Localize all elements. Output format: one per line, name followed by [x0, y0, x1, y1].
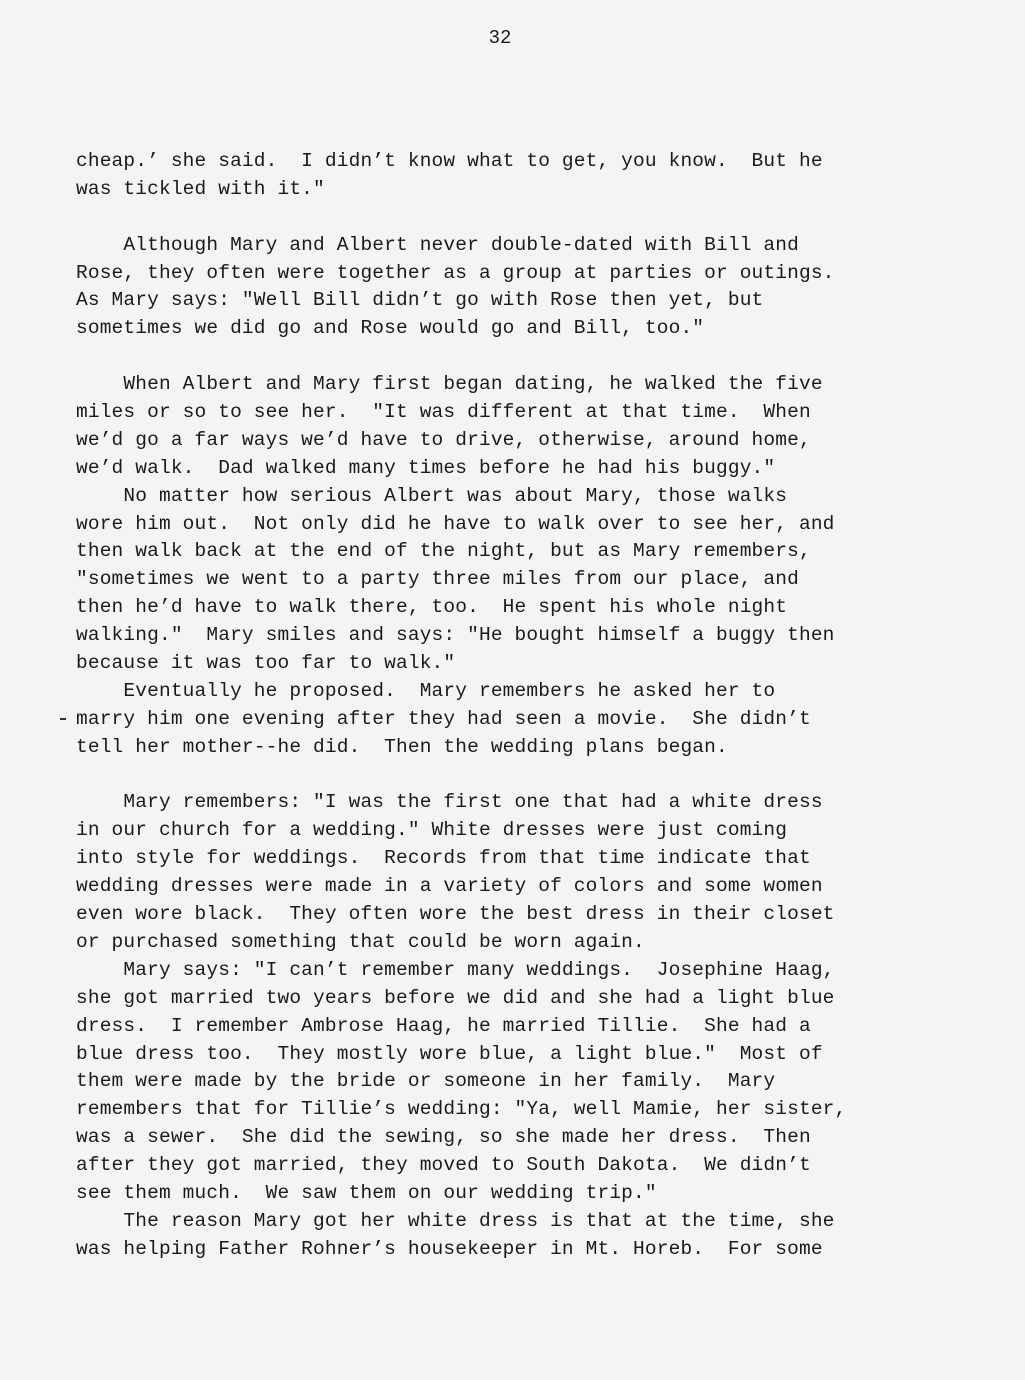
text-line: or purchased something that could be worn again.: [76, 930, 645, 953]
text-line: was helping Father Rohner’s housekeeper in Mt. Horeb. For some: [76, 1237, 823, 1260]
text-line: wedding dresses were made in a variety of colors and some women: [76, 875, 823, 898]
paragraph: [76, 148, 976, 204]
text-line: Mary says: "I can’t remember many weddings. Josephine Haag,: [76, 958, 835, 981]
text-line: "sometimes we went to a party three miles from our place, and: [76, 568, 799, 591]
body-text: [76, 148, 976, 1264]
paragraph: [76, 1208, 976, 1264]
paragraph: [76, 483, 976, 678]
text-line: was tickled with it.": [76, 177, 325, 200]
margin-mark: [60, 718, 66, 720]
text-line: Eventually he proposed. Mary remembers he asked her to: [76, 679, 776, 702]
text-line: marry him one evening after they had seen a movie. She didn’t: [76, 707, 811, 730]
paragraph: [76, 232, 976, 344]
paragraph: [76, 957, 976, 1208]
page-number: 32: [488, 27, 512, 49]
text-line: When Albert and Mary first began dating, he walked the five: [76, 373, 823, 396]
paragraph: [76, 789, 976, 956]
paragraph: [76, 371, 976, 483]
text-line: cheap.’ she said. I didn’t know what to get, you know. But he: [76, 150, 823, 172]
text-line: because it was too far to walk.": [76, 652, 456, 675]
text-line: The reason Mary got her white dress is that at the time, she: [76, 1209, 835, 1232]
text-line: Mary remembers: "I was the first one that had a white dress: [76, 791, 823, 814]
text-line: remembers that for Tillie’s wedding: "Ya, well Mamie, her sister,: [76, 1098, 847, 1121]
text-line: then walk back at the end of the night, but as Mary remembers,: [76, 540, 811, 563]
text-line: tell her mother--he did. Then the wedding plans began.: [76, 735, 728, 758]
text-line: walking." Mary smiles and says: "He bought himself a buggy then: [76, 624, 835, 647]
text-line: see them much. We saw them on our wedding trip.": [76, 1181, 657, 1204]
paragraph: [76, 678, 976, 762]
text-line: we’d go a far ways we’d have to drive, otherwise, around home,: [76, 428, 811, 451]
text-line: after they got married, they moved to South Dakota. We didn’t: [76, 1154, 811, 1177]
text-line: blue dress too. They mostly wore blue, a light blue." Most of: [76, 1042, 823, 1065]
text-line: into style for weddings. Records from that time indicate that: [76, 847, 811, 870]
text-line: miles or so to see her. "It was different at that time. When: [76, 401, 811, 424]
text-line: wore him out. Not only did he have to walk over to see her, and: [76, 512, 835, 535]
text-line: them were made by the bride or someone in her family. Mary: [76, 1070, 776, 1093]
text-line: even wore black. They often wore the best dress in their closet: [76, 903, 835, 926]
text-line: was a sewer. She did the sewing, so she made her dress. Then: [76, 1126, 811, 1149]
text-line: As Mary says: "Well Bill didn’t go with Rose then yet, but: [76, 289, 764, 312]
text-line: No matter how serious Albert was about Mary, those walks: [76, 484, 788, 507]
text-line: dress. I remember Ambrose Haag, he married Tillie. She had a: [76, 1014, 811, 1037]
text-line: Rose, they often were together as a group at parties or outings.: [76, 261, 835, 284]
text-line: she got married two years before we did and she had a light blue: [76, 986, 835, 1009]
text-line: Although Mary and Albert never double-dated with Bill and: [76, 233, 799, 256]
text-line: sometimes we did go and Rose would go and Bill, too.": [76, 317, 705, 340]
text-line: we’d walk. Dad walked many times before he had his buggy.": [76, 456, 776, 479]
text-line: then he’d have to walk there, too. He spent his whole night: [76, 596, 788, 619]
text-line: in our church for a wedding." White dresses were just coming: [76, 819, 788, 842]
